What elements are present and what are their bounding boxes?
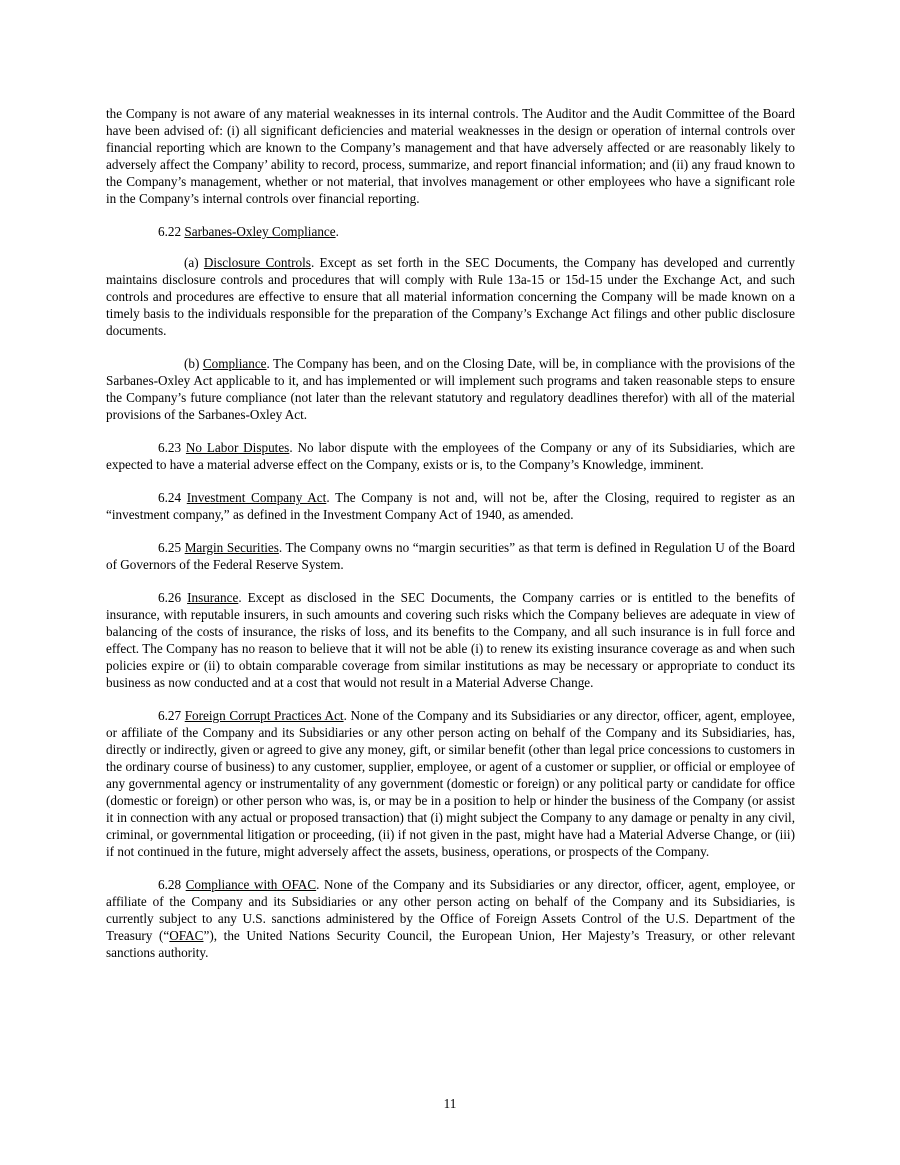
section-title: Compliance with OFAC	[185, 877, 317, 892]
section-6-28	[106, 876, 795, 961]
section-title-period: .	[335, 224, 339, 239]
section-number: 6.26	[158, 590, 182, 605]
subsection-number: (b)	[184, 356, 200, 371]
section-text: . No labor dispute with the employees of the Company or any of its Subsidiaries, which are expected to have a material adverse effect on the Company, exists or is, to the Company’s Knowledge, imminent.	[106, 440, 796, 472]
section-6-23	[106, 439, 795, 473]
section-title: Insurance	[187, 590, 239, 605]
subsection-title: Disclosure Controls	[203, 255, 311, 270]
section-title: Sarbanes-Oxley Compliance	[184, 224, 336, 239]
section-title: Margin Securities	[184, 540, 279, 555]
section-text-before: . None of the Company and its Subsidiaries or any director, officer, agent, employee, or affiliate of the Company and its Subsidiaries or any other person acting on behalf of the Company and its Subsidiaries, is currently subject to any U.S. sanctions administered by the Office of Foreign Assets Control of the U.S. Department of the Treasury (“	[106, 877, 795, 943]
page-number: 11	[443, 1096, 457, 1111]
section-text-after: ”), the United Nations Security Council, the European Union, Her Majesty’s Treasury, or other relevant sanctions authority.	[106, 928, 795, 960]
subsection-text: . Except as set forth in the SEC Documents, the Company has developed and currently maintains disclosure controls and procedures that will comply with Rule 13a-15 or 15d-15 under the Exchange Act, and such controls and procedures are effective to ensure that all material information concerning the Company will be made known on a timely basis to the individuals responsible for the preparation of the Company’s Exchange Act filings and other public disclosure documents.	[106, 255, 795, 338]
section-6-22-a	[106, 254, 795, 339]
defined-term-ofac: OFAC	[169, 928, 204, 943]
subsection-title: Compliance	[202, 356, 267, 371]
section-text: . The Company owns no “margin securities” as that term is defined in Regulation U of the Board of Governors of the Federal Reserve System.	[106, 540, 795, 572]
section-number: 6.22	[158, 224, 182, 239]
subsection-text: . The Company has been, and on the Closing Date, will be, in compliance with the provisions of the Sarbanes-Oxley Act applicable to it, and has implemented or will implement such programs and taken reasonable steps to ensure the Company’s future compliance (not later than the relevant statutory and regulatory deadlines therefor) with all of the material provisions of the Sarbanes-Oxley Act.	[106, 356, 795, 422]
section-6-25	[106, 539, 795, 573]
section-number: 6.23	[158, 440, 182, 455]
section-6-24	[106, 489, 795, 523]
section-title: Foreign Corrupt Practices Act	[184, 708, 344, 723]
section-6-26	[106, 589, 795, 691]
section-number: 6.28	[158, 877, 182, 892]
intro-text: the Company is not aware of any material weaknesses in its internal controls. The Auditor and the Audit Committee of the Board have been advised of: (i) all significant deficiencies and material weaknesses in the design or operation of internal controls over financial reporting which are known to the Company’s management and that have adversely affected or are reasonably likely to adversely affect the Company’ ability to record, process, summarize, and report financial information; and (ii) any fraud known to the Company’s management, whether or not material, that involves management or other employees who have a significant role in the Company’s internal controls over financial reporting.	[106, 106, 795, 206]
section-text: . Except as disclosed in the SEC Documents, the Company carries or is entitled to the benefits of insurance, with reputable insurers, in such amounts and covering such risks which the Company believes are adequate in view of balancing of the costs of insurance, the risks of loss, and its benefits to the Company, and all such insurance is in full force and effect. The Company has no reason to believe that it will not be able (i) to renew its existing insurance coverage as and when such policies expire or (ii) to obtain comparable coverage from similar institutions as may be necessary or appropriate to conduct its business as now conducted and at a cost that would not result in a Material Adverse Change.	[106, 590, 796, 690]
section-title: No Labor Disputes	[185, 440, 290, 455]
document-page	[106, 105, 795, 977]
section-6-27	[106, 707, 795, 860]
section-title: Investment Company Act	[186, 490, 327, 505]
section-text: . The Company is not and, will not be, after the Closing, required to register as an “investment company,” as defined in the Investment Company Act of 1940, as amended.	[106, 490, 795, 522]
section-number: 6.25	[158, 540, 182, 555]
section-text: . None of the Company and its Subsidiaries or any director, officer, agent, employee, or affiliate of the Company and its Subsidiaries or any other person acting on behalf of the Company and its Subsidiaries, has, directly or indirectly, given or agreed to give any money, gift, or similar benefit (other than legal price concessions to customers in the ordinary course of business) to any customer, supplier, employee, or agent of a customer or supplier, or official or employee of any governmental agency or instrumentality of any government (domestic or foreign) or any political party or candidate for office (domestic or foreign) or other person who was, is, or may be in a position to help or hinder the business of the Company (or assist it in connection with any actual or proposed transaction) that (i) might subject the Company to any damage or penalty in any civil, criminal, or governmental litigation or proceeding, (ii) if not given in the past, might have had a Material Adverse Change, or (iii) if not continued in the future, might adversely affect the assets, business, operations, or prospects of the Company.	[106, 708, 796, 859]
section-number: 6.24	[158, 490, 182, 505]
subsection-number: (a)	[184, 255, 199, 270]
section-6-22-heading	[106, 223, 795, 240]
section-6-22-b	[106, 355, 795, 423]
section-number: 6.27	[158, 708, 182, 723]
intro-paragraph	[106, 105, 795, 207]
